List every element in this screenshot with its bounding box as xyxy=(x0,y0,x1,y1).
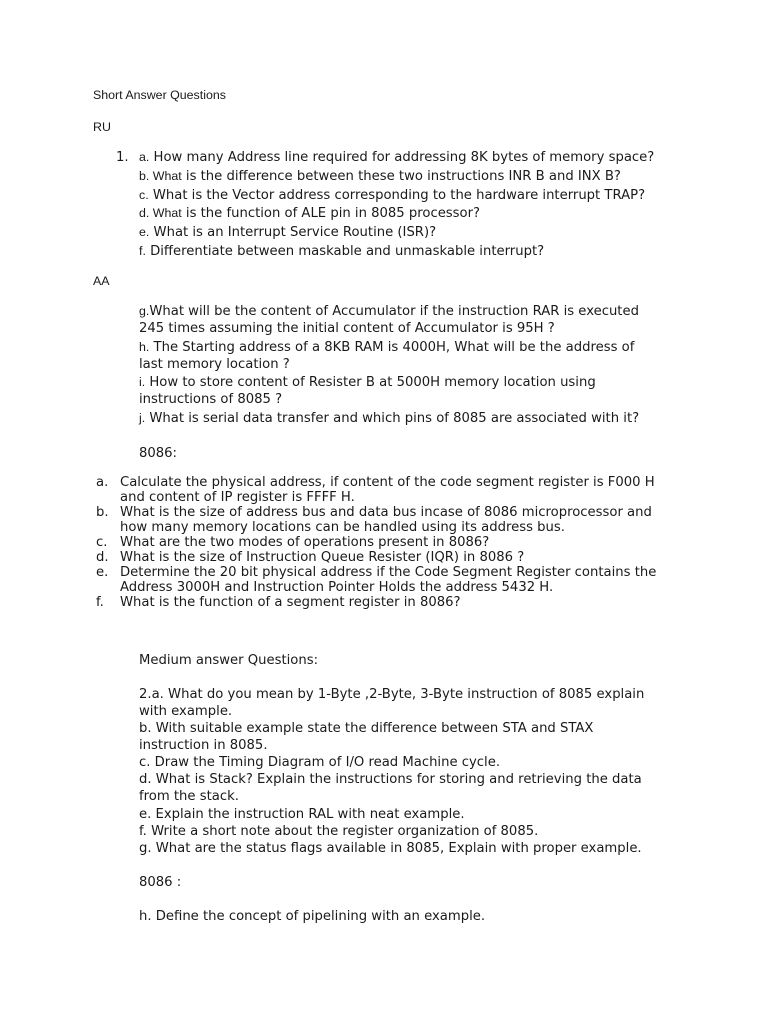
question-1b xyxy=(139,168,621,185)
question-h-line-2: last memory location ? xyxy=(139,357,290,372)
question-j-line-1 xyxy=(139,410,639,427)
question-marker: b. What xyxy=(139,169,182,183)
question-i-line-1 xyxy=(139,374,596,391)
question-1e xyxy=(139,224,436,241)
question-8086-c: What are the two modes of operations present in 8086? xyxy=(120,535,490,550)
list-marker-a: a. xyxy=(96,475,109,490)
question-i-line-2: instructions of 8085 ? xyxy=(139,392,283,407)
section-label-8086-short: 8086: xyxy=(139,446,178,461)
question-text: What is serial data transfer and which pins of 8085 are associated with it? xyxy=(145,411,640,426)
medium-question-line: instruction in 8085. xyxy=(139,738,268,753)
question-marker: a. xyxy=(139,150,150,164)
medium-question-line: f. Write a short note about the register organization of 8085. xyxy=(139,824,539,839)
question-1c xyxy=(139,187,645,204)
question-text: is the difference between these two instructions INR B and INX B? xyxy=(185,169,621,184)
list-marker-b: b. xyxy=(96,505,109,520)
question-h-line-1 xyxy=(139,339,634,356)
medium-question-line: 2.a. What do you mean by 1-Byte ,2-Byte, 3-Byte instruction of 8085 explain xyxy=(139,687,645,702)
question-marker: j. xyxy=(139,411,146,425)
list-marker-d: d. xyxy=(96,550,109,565)
list-marker-e: e. xyxy=(96,565,109,580)
medium-question-line: g. What are the status flags available in 8085, Explain with proper example. xyxy=(139,841,642,856)
question-1a xyxy=(139,149,654,166)
question-text: What is an Interrupt Service Routine (ISR)? xyxy=(153,225,437,240)
question-g-line-2: 245 times assuming the initial content of Accumulator is 95H ? xyxy=(139,321,555,336)
section-heading-medium-answer: Medium answer Questions: xyxy=(139,653,319,668)
question-g-line-1 xyxy=(139,303,639,320)
medium-question-line: d. What is Stack? Explain the instructions for storing and retrieving the data xyxy=(139,772,642,787)
question-8086-a-line-2: and content of IP register is FFFF H. xyxy=(120,490,355,505)
question-marker: d. What xyxy=(139,206,182,220)
question-8086-b-line-2: how many memory locations can be handled using its address bus. xyxy=(120,520,565,535)
medium-question-line: from the stack. xyxy=(139,789,239,804)
section-heading-short-answer: Short Answer Questions xyxy=(93,88,226,102)
list-marker-f: f. xyxy=(96,595,104,610)
medium-question-line: b. With suitable example state the difference between STA and STAX xyxy=(139,721,594,736)
question-1f xyxy=(139,243,544,260)
question-text: Differentiate between maskable and unmaskable interrupt? xyxy=(150,244,545,259)
question-8086-b-line-1: What is the size of address bus and data bus incase of 8086 microprocessor and xyxy=(120,505,652,520)
question-marker: c. xyxy=(139,188,149,202)
question-text: How many Address line required for addressing 8K bytes of memory space? xyxy=(153,150,655,165)
medium-question-line: e. Explain the instruction RAL with neat example. xyxy=(139,807,465,822)
question-text: What will be the content of Accumulator if the instruction RAR is executed xyxy=(149,304,639,319)
question-8086-a-line-1: Calculate the physical address, if content of the code segment register is F000 H xyxy=(120,475,655,490)
list-number: 1. xyxy=(116,150,129,165)
question-8086-e-line-1: Determine the 20 bit physical address if the Code Segment Register contains the xyxy=(120,565,657,580)
medium-question-line: with example. xyxy=(139,704,233,719)
question-8086-f: What is the function of a segment register in 8086? xyxy=(120,595,461,610)
section-label-8086-medium: 8086 : xyxy=(139,875,182,890)
list-marker-c: c. xyxy=(96,535,108,550)
question-text: is the function of ALE pin in 8085 processor? xyxy=(185,206,481,221)
section-label-ru: RU xyxy=(93,120,111,134)
question-marker: f. xyxy=(139,244,146,258)
question-text: The Starting address of a 8KB RAM is 4000H, What will be the address of xyxy=(149,340,635,355)
question-1d xyxy=(139,205,480,222)
question-8086-d: What is the size of Instruction Queue Resister (IQR) in 8086 ? xyxy=(120,550,525,565)
medium-question-line: h. Define the concept of pipelining with an example. xyxy=(139,909,486,924)
question-8086-e-line-2: Address 3000H and Instruction Pointer Holds the address 5432 H. xyxy=(120,580,554,595)
question-marker: e. xyxy=(139,225,150,239)
medium-question-line: c. Draw the Timing Diagram of I/O read Machine cycle. xyxy=(139,755,501,770)
question-marker: i. xyxy=(139,375,146,389)
question-text: How to store content of Resister B at 5000H memory location using xyxy=(145,375,596,390)
question-text: What is the Vector address corresponding to the hardware interrupt TRAP? xyxy=(152,188,646,203)
section-label-aa: AA xyxy=(93,274,110,288)
question-marker: g. xyxy=(139,304,150,318)
question-marker: h. xyxy=(139,340,150,354)
